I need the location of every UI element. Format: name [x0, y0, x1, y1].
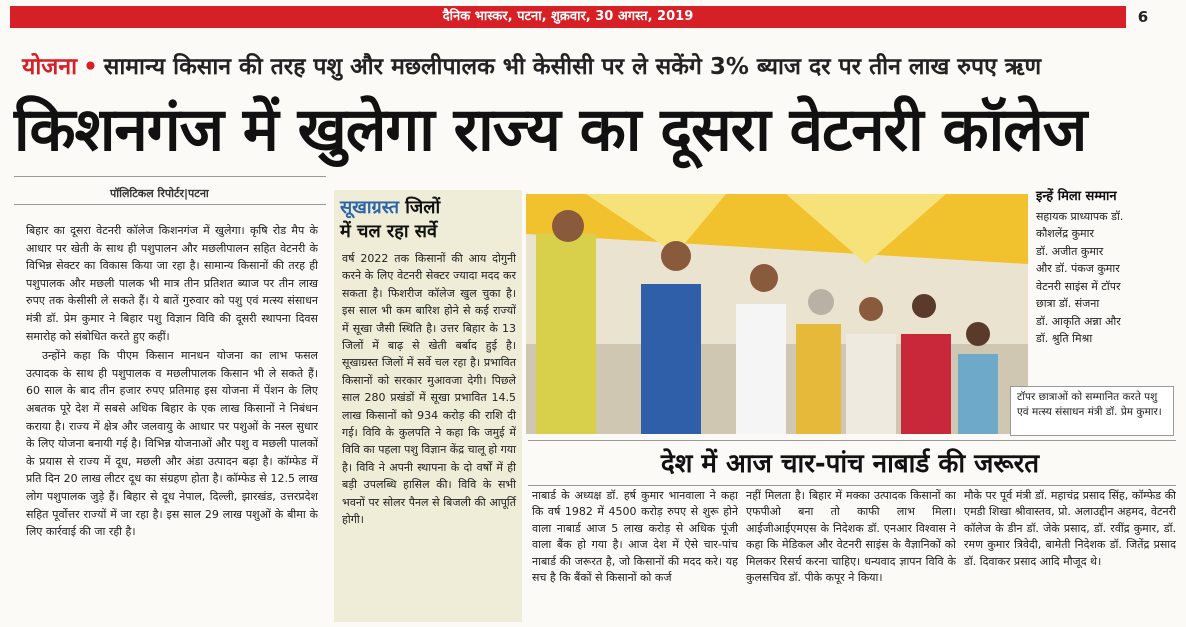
photo-caption: टॉपर छात्राओं को सम्मानित करते पशु एवं मत्स्य संसाधन मंत्री डॉ. प्रेम कुमार। [1010, 386, 1174, 436]
main-story [26, 222, 318, 622]
honoree-line: डॉ. आकृति अन्ना और [1036, 314, 1121, 328]
masthead-bar [0, 0, 1186, 42]
kicker-tag: योजना [22, 54, 78, 80]
second-headline: देश में आज चार-पांच नाबार्ड की जरूरत [660, 449, 1040, 479]
second-story-column: मौके पर पूर्व मंत्री डॉ. महाचंद्र प्रसाद सिंह, कॉम्फेड की एमडी शिखा श्रीवास्तव, प्रो. अलाउद्दीन अहमद, वेटनरी कॉलेज के डीन डॉ. जेके प्रसाद, डॉ. रवींद्र कुमार, डॉ. रमण कुमार त्रिवेदी, बामेती निदेशक डॉ. जितेंद्र प्रसाद डॉ. दिवाकर प्रसाद आदि मौजूद थे। [964, 489, 1176, 568]
kicker-line [22, 48, 1041, 86]
sidebar-title-line2: में चल रहा सर्वे [340, 221, 437, 242]
divider [528, 485, 1176, 486]
honoree-line: डॉ. अजीत कुमार [1036, 244, 1104, 258]
main-story-paragraph: उन्होंने कहा कि पीएम किसान मानधन योजना का लाभ फसल उत्पादक के साथ ही पशुपालक व मछलीपालक किसान भी ले सकते हैं। 60 साल के बाद तीन हजार रुपए प्रतिमाह इस योजना में पेंशन के लिए अबतक पूरे देश में सबसे अधिक बिहार के एक लाख किसानों ने निबंधन कराया है। राज्य में क्षेत्र और जलवायु के आधार पर पशुओं के नस्ल सुधार के लिए योजना बनायी गई है। विभिन्न योजनाओं और पशु व मछली पालकों के प्रयास से राज्य में दूध, मछली और अंडा उत्पादन बढ़ा है। कॉम्फेड में प्रति दिन 20 लाख लीटर दूध का संग्रहण होता है। कॉम्फेड से 12.5 लाख लोग पशुपालक जुड़े हैं। बिहार से दूध नेपाल, दिल्ली, झारखंड, उत्तरप्रदेश सहित पूर्वोत्तर राज्यों में जा रहा है। इस साल 29 लाख पशुओं के बीमा के लिए कार्रवाई की जा रही है। [26, 349, 318, 539]
honoree-line: और डॉ. पंकज कुमार [1036, 262, 1120, 275]
kicker-text: सामान्य किसान की तरह पशु और मछलीपालक भी केसीसी पर ले सकेंगे 3% ब्याज दर पर तीन लाख रुपए ऋण [103, 54, 1042, 80]
event-photo-illustration [526, 194, 1028, 434]
bullet-icon: • [83, 54, 98, 80]
honorees-box [1036, 188, 1176, 378]
honoree-line: सहायक प्राध्यापक डॉ. [1036, 209, 1124, 223]
masthead-text: दैनिक भास्कर, पटना, शुक्रवार, 30 अगस्त, 2019 [442, 9, 694, 24]
honoree-line: वेटनरी साइंस में टॉपर [1036, 279, 1121, 293]
divider [14, 204, 326, 205]
main-story-paragraph: बिहार का दूसरा वेटनरी कॉलेज किशनगंज में खुलेगा। कृषि रोड मैप के आधार पर खेती के साथ ही पशुपालन और मछलीपालन सहित वेटनरी के विभिन्न सेक्टर का विकास किया जा रहा है। सामान्य किसानों की तरह ही पशुपालक और मछली पालक भी मात्र तीन प्रतिशत ब्याज पर तीन लाख रुपए तक केसीसी ले सकते हैं। ये बातें गुरुवार को पशु एवं मत्स्य संसाधन मंत्री डॉ. प्रेम कुमार ने बिहार पशु विज्ञान विवि की दूसरी स्थापना दिवस समारोह को संबोधित करते हुए कहीं। [26, 224, 318, 343]
honoree-line: कौशलेंद्र कुमार [1036, 227, 1094, 240]
event-photo [526, 194, 1028, 434]
page-number: 6 [1137, 8, 1149, 26]
masthead-red-band [10, 6, 1126, 28]
byline: पॉलिटिकल रिपोर्टर|पटना [110, 187, 209, 200]
sidebar-title-accent: सूखाग्रस्त [340, 197, 399, 218]
sidebar-body: वर्ष 2022 तक किसानों की आय दोगुनी करने के लिए वेटनरी सेक्टर ज्यादा मदद कर सकता है। फिशरीज कॉलेज खुल चुका है। इस साल भी कम बारिश होने से कई राज्यों में सूखा जैसी स्थिति है। उत्तर बिहार के 13 जिलों में बाढ़ से खेती बर्बाद हुई है। सूखाग्रस्त जिलों में सर्वे चल रहा है। प्रभावित किसानों को सरकार मुआवजा देगी। पिछले साल 280 प्रखंडों में सूखा प्रभावित 14.5 लाख किसानों को 934 करोड़ की राशि दी गई। विवि के कुलपति ने कहा कि जमुई में विवि का पहला पशु विज्ञान केंद्र चालू हो गया है। विवि ने अपनी स्थापना के दो वर्षों में ही बड़ी उपलब्धि हासिल की। विवि के सभी भवनों पर सोलर पैनल से बिजली की आपूर्ति होगी। [342, 252, 516, 527]
sidebar-box [334, 190, 522, 622]
main-headline: किशनगंज में खुलेगा राज्य का दूसरा वेटनरी कॉलेज [14, 95, 1087, 165]
sidebar-title [334, 190, 522, 244]
honoree-line: डॉ. श्रुति मिश्रा [1036, 332, 1093, 345]
second-story-column: नहीं मिलता है। बिहार में मक्का उत्पादक किसानों का एफपीओ बना तो काफी लाभ मिला। आईजीआईएमएस के निदेशक डॉ. एनआर विश्वास ने कहा कि मेडिकल और वेटनरी साइंस के वैज्ञानिकों को मिलकर रिसर्च करना चाहिए। धन्यवाद ज्ञापन विवि के कुलसचिव डॉ. पीके कपूर ने किया। [746, 489, 956, 585]
sidebar-title-part: जिलों [405, 197, 441, 218]
divider [528, 440, 1176, 441]
honoree-line: छात्रा डॉ. संजना [1036, 297, 1100, 310]
divider [14, 176, 326, 177]
second-story-column: नाबार्ड के अध्यक्ष डॉ. हर्ष कुमार भानवाला ने कहा कि वर्ष 1982 में 4500 करोड़ रुपए से शुरू होने वाला नाबार्ड आज 5 लाख करोड़ से अधिक पूंजी वाला बैंक हो गया है। आज देश में ऐसे चार-पांच नाबार्ड की जरूरत है, जो किसानों की मदद करे। यह सच है कि बैंकों से किसानों को कर्ज [532, 489, 738, 585]
honorees-title: इन्हें मिला सम्मान [1036, 189, 1117, 204]
